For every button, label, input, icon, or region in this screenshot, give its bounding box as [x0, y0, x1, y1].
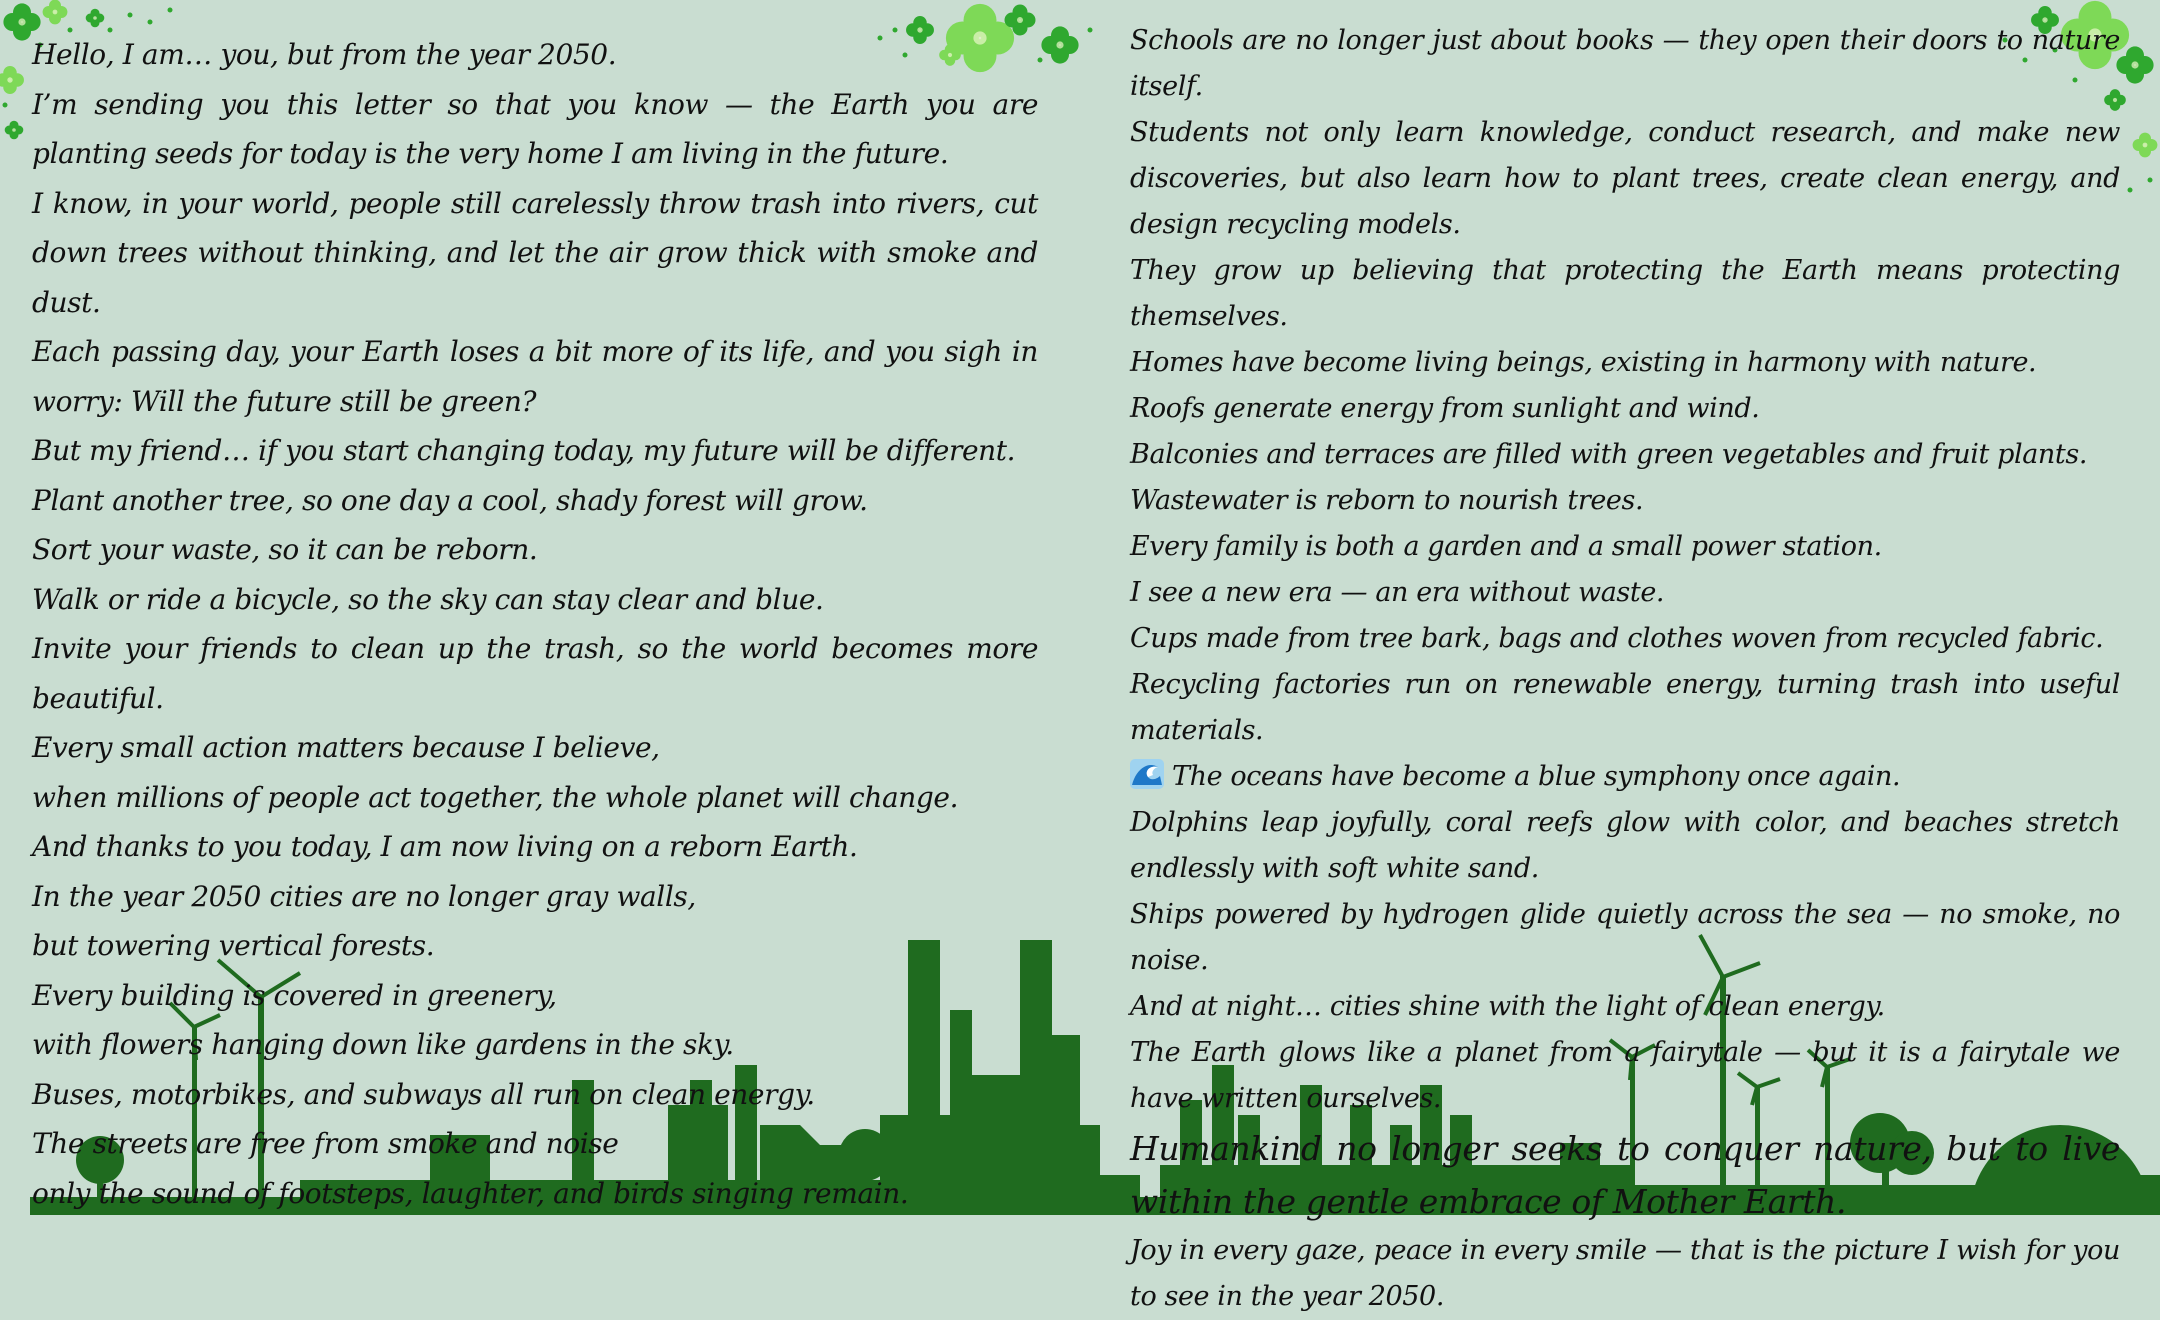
letter-line: Each passing day, your Earth loses a bit more of its life, and you sigh in worry: Will the future still be green?	[32, 335, 1038, 418]
letter-right-column	[1130, 18, 2120, 1320]
letter-line: And thanks to you today, I am now living on a reborn Earth.	[32, 830, 858, 863]
four-leaf-clover-icon	[43, 0, 68, 24]
sparkle-dot	[1038, 58, 1043, 63]
letter-line: Students not only learn knowledge, conduct research, and make new discoveries, but also learn how to plant trees, create clean energy, and design recycling models.	[1130, 117, 2120, 240]
four-leaf-clover-icon	[2133, 133, 2158, 158]
letter-line: Balconies and terraces are filled with green vegetables and fruit plants.	[1130, 439, 2087, 470]
letter-line: Schools are no longer just about books — they open their doors to nature itself.	[1130, 25, 2120, 102]
letter-line: I’m sending you this letter so that you know — the Earth you are planting seeds for today is the very home I am living in the future.	[32, 87, 1038, 170]
letter-line: Hello, I am… you, but from the year 2050.	[32, 38, 617, 71]
four-leaf-clover-icon	[2116, 46, 2153, 83]
letter-line: Homes have become living beings, existing in harmony with nature.	[1130, 347, 2037, 378]
letter-line: The streets are free from smoke and noise	[32, 1127, 619, 1160]
four-leaf-clover-icon	[1041, 26, 1078, 63]
letter-line: only the sound of footsteps, laughter, and birds singing remain.	[32, 1176, 909, 1210]
sparkle-dot	[2148, 178, 2153, 183]
ocean-line-text: The oceans have become a blue symphony once again.	[1172, 761, 1901, 792]
letter-line: Every family is both a garden and a small power station.	[1130, 531, 1882, 562]
letter-line-closing: Joy in every gaze, peace in every smile — that is the picture I wish for you to see in the year 2050.	[1130, 1235, 2120, 1312]
letter-line: They grow up believing that protecting the Earth means protecting themselves.	[1130, 255, 2120, 332]
letter-line: Cups made from tree bark, bags and clothes woven from recycled fabric.	[1130, 623, 2104, 654]
letter-line: But my friend… if you start changing today, my future will be different.	[32, 434, 1016, 467]
letter-line: Wastewater is reborn to nourish trees.	[1130, 485, 1644, 516]
letter-line: Walk or ride a bicycle, so the sky can stay clear and blue.	[32, 582, 824, 616]
letter-line-emphasis: Humankind no longer seeks to conquer nature, but to live within the gentle embrace of Mother Earth.	[1130, 1129, 2120, 1221]
sparkle-dot	[148, 20, 153, 25]
water-wave-icon	[1130, 759, 1164, 789]
sparkle-dot	[1088, 28, 1093, 33]
letter-line: Roofs generate energy from sunlight and wind.	[1130, 393, 1760, 424]
letter-line: The Earth glows like a planet from a fairytale — but it is a fairytale we have written ourselves.	[1130, 1037, 2120, 1114]
sparkle-dot	[128, 13, 133, 18]
letter-line: Recycling factories run on renewable energy, turning trash into useful materials.	[1130, 669, 2120, 746]
letter-left-column	[32, 30, 1038, 1218]
letter-line: Invite your friends to clean up the trash, so the world becomes more beautiful.	[32, 632, 1038, 715]
sparkle-dot	[168, 8, 173, 13]
letter-line: Every small action matters because I believe,	[32, 731, 660, 764]
letter-line-ocean	[1130, 754, 2120, 800]
four-leaf-clover-icon	[5, 121, 24, 140]
letter-line: I see a new era — an era without waste.	[1130, 577, 1665, 608]
letter-line: Buses, motorbikes, and subways all run on clean energy.	[32, 1077, 815, 1111]
letter-line: with flowers hanging down like gardens in the sky.	[32, 1028, 734, 1061]
four-leaf-clover-icon	[86, 9, 105, 28]
letter-line: Ships powered by hydrogen glide quietly across the sea — no smoke, no noise.	[1130, 899, 2120, 976]
letter-line: when millions of people act together, the whole planet will change.	[32, 780, 959, 814]
letter-line: Sort your waste, so it can be reborn.	[32, 533, 538, 566]
sparkle-dot	[2128, 188, 2133, 193]
letter-line: Plant another tree, so one day a cool, shady forest will grow.	[32, 483, 868, 517]
letter-line: Dolphins leap joyfully, coral reefs glow with color, and beaches stretch endlessly with soft white sand.	[1130, 807, 2120, 884]
letter-line: In the year 2050 cities are no longer gray walls,	[32, 879, 696, 913]
letter-line: Every building is covered in greenery,	[32, 978, 557, 1012]
letter-line: but towering vertical forests.	[32, 929, 435, 962]
letter-line: I know, in your world, people still carelessly throw trash into rivers, cut down trees without thinking, and let the air grow thick with smoke and dust.	[32, 186, 1038, 319]
four-leaf-clover-icon	[0, 66, 24, 94]
sparkle-dot	[3, 103, 8, 108]
letter-line: And at night… cities shine with the light of clean energy.	[1130, 991, 1885, 1022]
